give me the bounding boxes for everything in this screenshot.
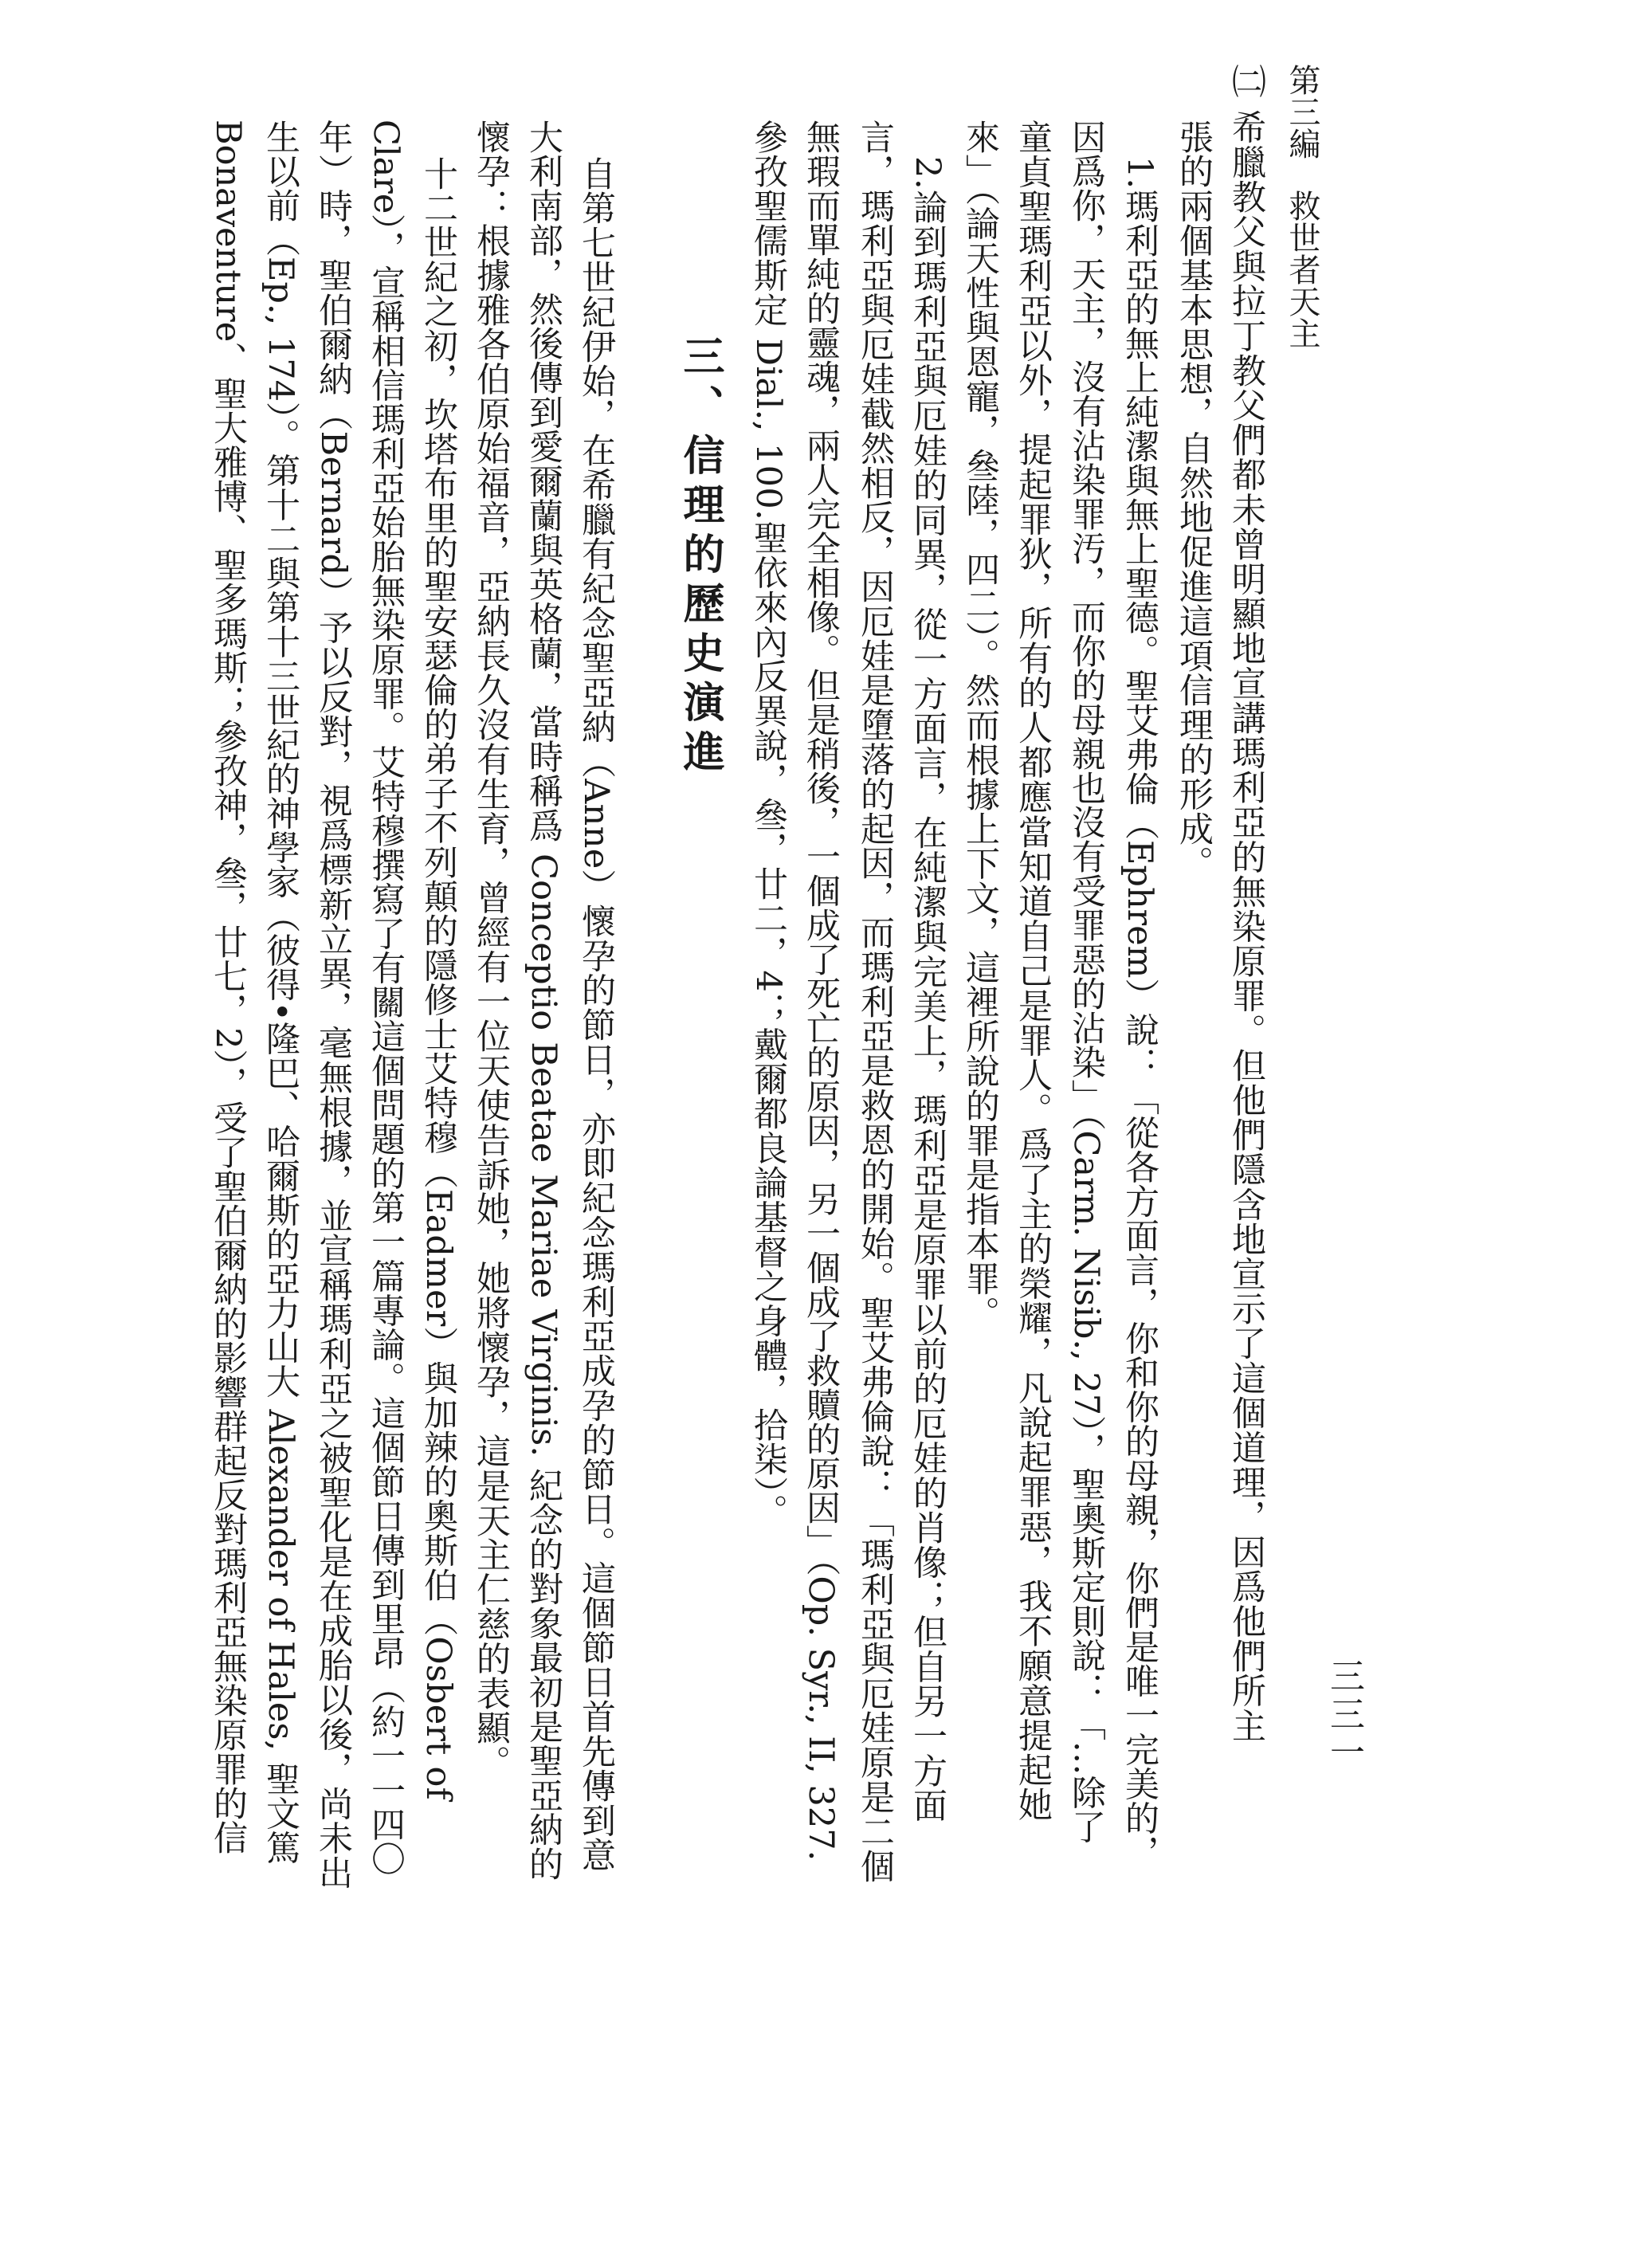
header-title: 救世者天主	[1284, 190, 1320, 349]
text-column: 言，瑪利亞與厄娃截然相反，因厄娃是墮落的起因，而瑪利亞是救恩的開始。聖艾弗倫說：「瑪利亞與厄娃原是二個	[855, 120, 895, 1884]
text-column: ㈡ 希臘教父與拉丁教父們都未曾明顯地宣講瑪利亞的無染原罪。但他們隱含地宣示了這個道理，因爲他們所主	[1226, 64, 1266, 1744]
text-column: Clare），宣稱相信瑪利亞始胎無染原罪。艾特穆撰寫了有關這個問題的第一篇專論。這個節日傳到里昂（約一一四〇	[366, 120, 406, 1876]
text-column: 大利南部，然後傳到愛爾蘭與英格蘭，當時稱爲 Conceptio Beatae Mariae Virginis. 紀念的對象最初是聖亞納的	[524, 120, 563, 1881]
header-part: 第三編	[1284, 64, 1320, 159]
text-column: 因爲你，天主，沒有沾染罪汚，而你的母親也沒有受罪惡的沾染」（Carm. Nisib., 27），聖奧斯定則說：「…除了	[1066, 120, 1106, 1844]
page-number: 三三一	[1324, 1658, 1364, 1772]
running-header	[1286, 64, 1318, 349]
text-column: 來」（論天性與恩寵，叄陸，四二）。然而根據上下文，這裡所說的罪是指本罪。	[960, 120, 1000, 1331]
section-heading: 三、信理的歷史演進	[676, 335, 724, 779]
text-column: 參孜聖儒斯定 Dial., 100.聖依來內反異說，叄，廿二，4；戴爾都良論基督之身體，拾柒）。	[748, 120, 788, 1529]
text-column: 童貞聖瑪利亞以外，提起罪狄，所有的人都應當知道自己是罪人。爲了主的榮耀，凡說起罪惡，我不願意提起她	[1013, 120, 1053, 1823]
text-column: 無瑕而單純的靈魂，兩人完全相像。但是稍後，一個成了死亡的原因，另一個成了救贖的原因」（Op. Syr., II, 327.	[801, 120, 841, 1862]
text-column: 2.論到瑪利亞與厄娃的同異，從一方面言，在純潔與完美上，瑪利亞是原罪以前的厄娃的肖像；但自另一方面	[908, 156, 947, 1823]
text-column: 年）時，聖伯爾納（Bernard）予以反對，視爲標新立異，毫無根據，並宣稱瑪利亞之被聖化是在成胎以後，尚未出	[313, 120, 353, 1890]
text-column: 十二世紀之初，坎塔布里的聖安瑟倫的弟子不列顛的隱修士艾特穆（Eadmer）與加辣的奧斯伯（Osbert of	[418, 156, 458, 1800]
text-column: 生以前（Ep., 174）。第十二與第十三世紀的神學家（彼得•隆巴、哈爾斯的亞力山大 Alexander of Hales, 聖文篤	[261, 120, 300, 1865]
text-column: 張的兩個基本思想，自然地促進這項信理的形成。	[1174, 120, 1214, 881]
text-column: 自第七世紀伊始，在希臘有紀念聖亞納（Anne）懷孕的節日，亦即紀念瑪利亞成孕的節日。這個節日首先傳到意	[576, 156, 616, 1873]
text-column: 懷孕：根據雅各伯原始福音，亞納長久沒有生育，曾經有一位天使告訴她，她將懷孕，這是天主仁慈的表顯。	[471, 120, 511, 1780]
text-column: Bonaventure、聖大雅博、聖多瑪斯；參孜神，叄，廿七，2），受了聖伯爾納的影響群起反對瑪利亞無染原罪的信	[208, 120, 248, 1855]
text-column: 1.瑪利亞的無上純潔與無上聖德。聖艾弗倫（Ephrem）說：「從各方面言，你和你的母親，你們是唯一完美的，	[1120, 156, 1159, 1870]
